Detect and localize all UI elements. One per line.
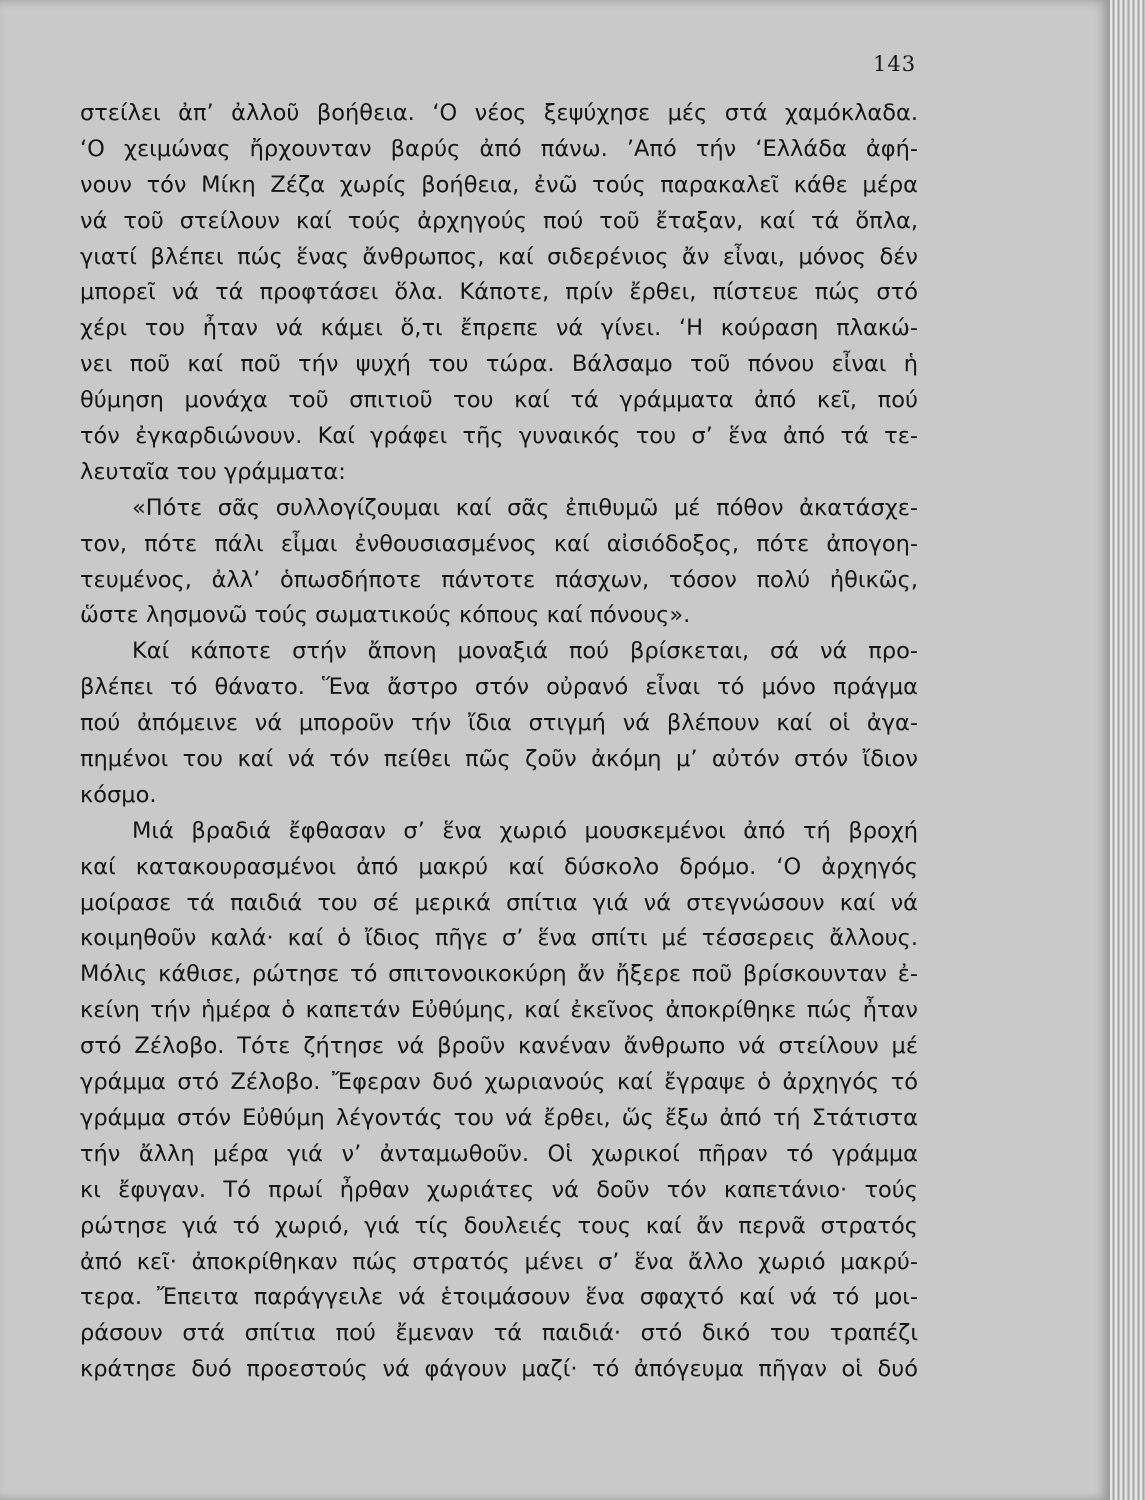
text-line: τόν ἐγκαρδιώνουν. Καί γράφει τῆς γυναικός του σ’ ἕνα ἀπό τά τε- bbox=[80, 423, 918, 450]
text-line: κράτησε δυό προεστούς νά φάγουν μαζί· τό ἀπόγευμα πῆγαν οἱ δυό bbox=[80, 1356, 918, 1383]
text-line: θύμηση μονάχα τοῦ σπιτιοῦ του καί τά γράμματα ἀπό κεῖ, πού bbox=[80, 387, 918, 414]
quote-line: ὥστε λησμονῶ τούς σωματικούς κόπους καί πόνους». bbox=[80, 602, 691, 629]
text-line: τήν ἄλλη μέρα γιά ν’ ἀνταμωθοῦν. Οἱ χωρικοί πῆραν τό γράμμα bbox=[80, 1140, 918, 1167]
text-line: κι ἔφυγαν. Τό πρωί ἦρθαν χωριάτες νά δοῦν τόν καπετάνιο· τούς bbox=[80, 1176, 918, 1203]
quote-line: τευμένος, ἀλλ’ ὁπωσδήποτε πάντοτε πάσχων, τόσον πολύ ἠθικῶς, bbox=[80, 566, 918, 593]
text-line: τερα. Ἔπειτα παράγγειλε νά ἑτοιμάσουν ἕνα σφαχτό καί νά τό μοι- bbox=[80, 1284, 918, 1311]
text-line: καί κατακουρασμένοι ἀπό μακρύ καί δύσκολο δρόμο. ‘Ο ἀρχηγός bbox=[80, 853, 918, 880]
text-line: ρώτησε γιά τό χωριό, γιά τίς δουλειές τους καί ἄν περνᾶ στρατός bbox=[80, 1212, 918, 1239]
text-line: χέρι του ἦταν νά κάμει ὅ,τι ἔπρεπε νά γίνει. ‘Η κούραση πλακώ- bbox=[80, 315, 918, 342]
body-text bbox=[80, 96, 918, 1388]
text-line: κοιμηθοῦν καλά· καί ὁ ἴδιος πῆγε σ’ ἕνα σπίτι μέ τέσσερεις ἄλλους. bbox=[80, 925, 918, 952]
text-line: νει ποῦ καί ποῦ τήν ψυχή του τώρα. Βάλσαμο τοῦ πόνου εἶναι ἡ bbox=[80, 351, 918, 378]
text-line: στό Ζέλοβο. Τότε ζήτησε νά βροῦν κανέναν ἄνθρωπο νά στείλουν μέ bbox=[80, 1033, 918, 1060]
text-line: λευταῖα του γράμματα: bbox=[80, 458, 346, 485]
text-line: γιατί βλέπει πώς ἕνας ἄνθρωπος, καί σιδερένιος ἄν εἶναι, μόνος δέν bbox=[80, 243, 918, 270]
text-line: γράμμα στόν Εὐθύμη λέγοντάς του νά ἔρθει, ὥς ἔξω ἀπό τή Στάτιστα bbox=[80, 1104, 918, 1131]
quote-line: τον, πότε πάλι εἶμαι ἐνθουσιασμένος καί αἰσιόδοξος, πότε ἀπογοη- bbox=[80, 530, 918, 557]
text-line: κόσμο. bbox=[80, 781, 157, 808]
text-line: στείλει ἀπ’ ἀλλοῦ βοήθεια. ‘Ο νέος ξεψύχησε μές στά χαμόκλαδα. bbox=[80, 100, 918, 126]
text-line: Μόλις κάθισε, ρώτησε τό σπιτονοικοκύρη ἄν ἤξερε ποῦ βρίσκουνταν ἐ- bbox=[80, 961, 918, 988]
page-stack-edge bbox=[1110, 0, 1145, 1500]
text-line: ράσουν στά σπίτια πού ἔμεναν τά παιδιά· στό δικό του τραπέζι bbox=[80, 1320, 918, 1347]
text-line: ἀπό κεῖ· ἀποκρίθηκαν πώς στρατός μένει σ’ ἕνα ἄλλο χωριό μακρύ- bbox=[80, 1248, 918, 1275]
text-line: νά τοῦ στείλουν καί τούς ἀρχηγούς πού τοῦ ἔταξαν, καί τά ὅπλα, bbox=[80, 207, 918, 234]
page-number: 143 bbox=[873, 52, 917, 76]
text-line: μοίρασε τά παιδιά του σέ μερικά σπίτια γιά νά στεγνώσουν καί νά bbox=[80, 889, 918, 916]
text-line: ‘Ο χειμώνας ἤρχουνταν βαρύς ἀπό πάνω. ’Από τήν ‘Ελλάδα ἀφή- bbox=[80, 135, 918, 162]
text-line: νουν τόν Μίκη Ζέζα χωρίς βοήθεια, ἐνῶ τούς παρακαλεῖ κάθε μέρα bbox=[80, 171, 918, 198]
text-line: γράμμα στό Ζέλοβο. Ἔφεραν δυό χωριανούς καί ἔγραψε ὁ ἀρχηγός τό bbox=[80, 1069, 918, 1096]
text-line: πημένοι του καί νά τόν πείθει πῶς ζοῦν ἀκόμη μ’ αὐτόν στόν ἴδιον bbox=[80, 746, 918, 773]
text-line: Μιά βραδιά ἔφθασαν σ’ ἕνα χωριό μουσκεμένοι ἀπό τή βροχή bbox=[132, 817, 918, 844]
text-line: βλέπει τό θάνατο. Ἕνα ἄστρο στόν οὐρανό εἶναι τό μόνο πράγμα bbox=[80, 674, 918, 701]
text-line: κείνη τήν ἡμέρα ὁ καπετάν Εὐθύμης, καί ἐκεῖνος ἀποκρίθηκε πώς ἦταν bbox=[80, 997, 918, 1024]
text-line: πού ἀπόμεινε νά μποροῦν τήν ἴδια στιγμή νά βλέπουν καί οἱ ἀγα- bbox=[80, 710, 918, 737]
text-line: Καί κάποτε στήν ἄπονη μοναξιά πού βρίσκεται, σά νά προ- bbox=[132, 638, 918, 665]
quote-line: «Πότε σᾶς συλλογίζουμαι καί σᾶς ἐπιθυμῶ μέ πόθον ἀκατάσχε- bbox=[132, 494, 918, 521]
text-line: μπορεῖ νά τά προφτάσει ὅλα. Κάποτε, πρίν ἔρθει, πίστευε πώς στό bbox=[80, 279, 918, 306]
